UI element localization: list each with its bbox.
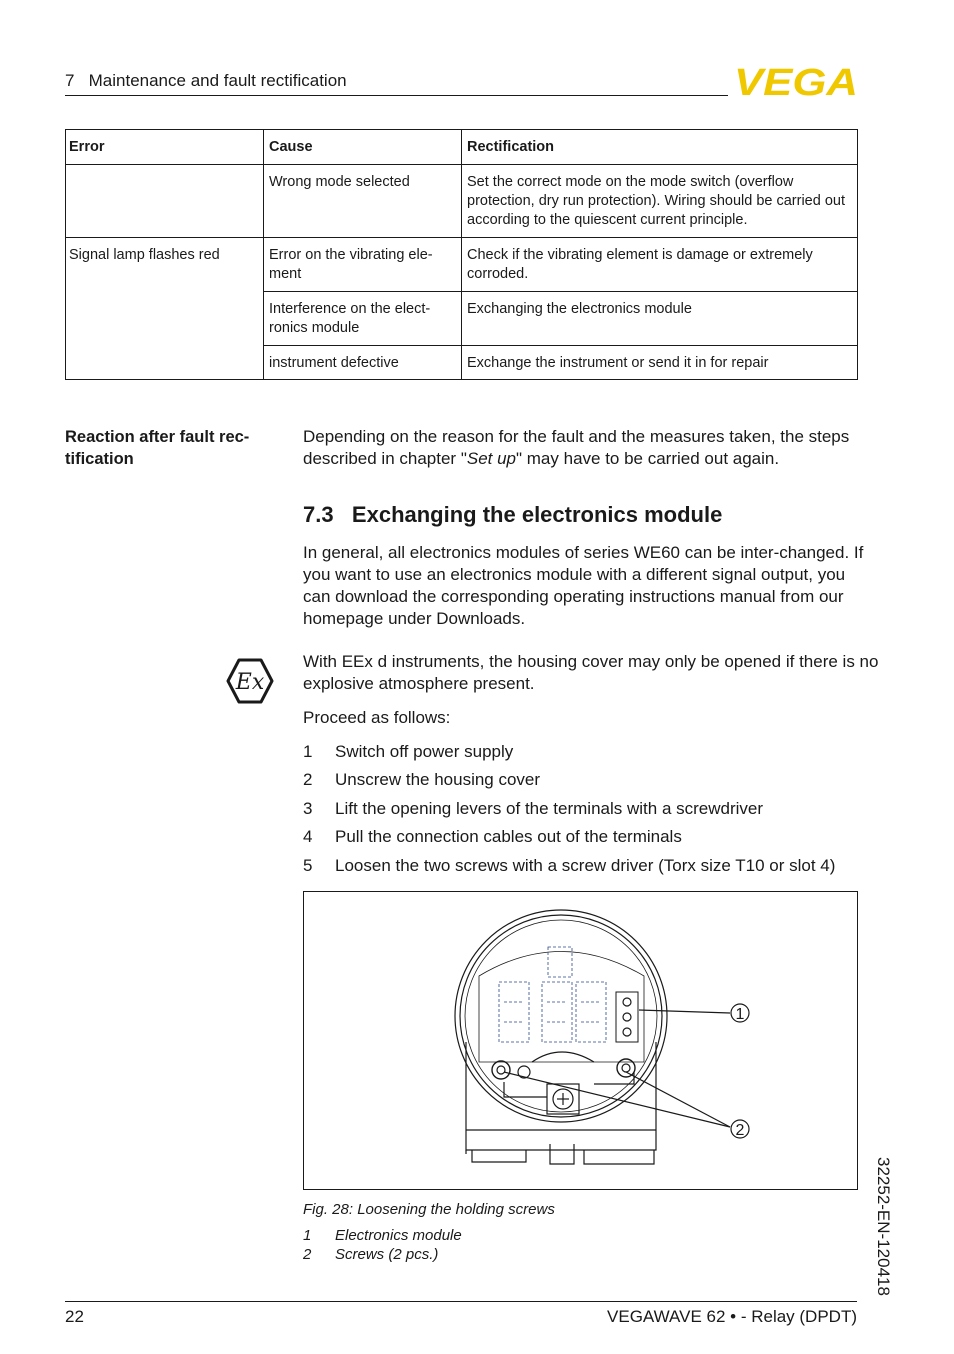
figure-caption: Fig. 28: Loosening the holding screws	[303, 1201, 555, 1218]
step-number: 4	[303, 827, 313, 847]
list-item	[303, 799, 873, 827]
vega-logo-text: VEGA	[734, 64, 858, 98]
list-item	[303, 856, 873, 884]
error-cell	[66, 165, 264, 238]
section-heading: 7.3 Exchanging the electronics module	[303, 502, 723, 527]
cause-cell: Error on the vibrating ele-ment	[264, 238, 462, 292]
step-number: 2	[303, 770, 313, 790]
list-item	[303, 770, 873, 798]
housing-drawing	[304, 892, 857, 1189]
reaction-text-part: Depending on the reason for the fault and the measures taken, the steps described in chapter "	[303, 427, 850, 468]
vega-logo	[734, 64, 858, 98]
set-up-chapter-ref: Set up	[466, 449, 517, 468]
ex-warning-text: With EEx d instruments, the housing cover may only be opened if there is no explosive atmosphere present.	[303, 652, 879, 693]
cause-cell: Interference on the elect-ronics module	[264, 292, 462, 346]
rectification-cell: Set the correct mode on the mode switch (overflow protection, dry run protection). Wiring should be carried out according to the quiescent current principle.	[462, 165, 858, 238]
rectification-cell: Check if the vibrating element is damage or extremely corroded.	[462, 238, 858, 292]
step-text: Pull the connection cables out of the terminals	[335, 827, 682, 847]
rectification-cell: Exchanging the electronics module	[462, 292, 858, 346]
cause-cell: Wrong mode selected	[264, 165, 462, 238]
footer-rule	[65, 1301, 857, 1302]
proceed-text: Proceed as follows:	[303, 708, 451, 727]
error-cell: Signal lamp flashes red	[66, 238, 264, 380]
reaction-text	[303, 426, 873, 470]
header-cause: Cause	[264, 130, 462, 165]
legend-number: 1	[303, 1227, 312, 1244]
callout-1: 1	[735, 1006, 745, 1023]
callout-2: 2	[735, 1122, 745, 1139]
steps-list	[303, 742, 873, 884]
table-header-row	[66, 130, 858, 165]
header-error: Error	[66, 130, 264, 165]
step-text: Switch off power supply	[335, 742, 514, 761]
step-text: Loosen the two screws with a screw driver (Torx size T10 or slot 4)	[335, 855, 836, 875]
list-item	[303, 742, 873, 770]
figure-box	[303, 891, 858, 1190]
reaction-text-part: " may have to be carried out again.	[516, 449, 780, 468]
legend-number: 2	[303, 1246, 312, 1263]
fault-table	[65, 129, 858, 380]
document-code: 32252-EN-120418	[874, 1157, 893, 1296]
legend-text: Electronics module	[335, 1227, 462, 1244]
header-rectification: Rectification	[462, 130, 858, 165]
table-row	[66, 165, 858, 238]
legend-text: Screws (2 pcs.)	[335, 1246, 439, 1263]
header-rule	[65, 95, 728, 96]
step-number: 1	[303, 742, 313, 761]
svg-text:Ex: Ex	[235, 670, 265, 695]
chapter-header: 7 Maintenance and fault rectification	[65, 71, 347, 90]
page-number: 22	[65, 1307, 84, 1326]
ex-explosion-protection-icon	[226, 658, 274, 704]
list-item	[303, 827, 873, 855]
step-number: 3	[303, 798, 313, 818]
step-text: Lift the opening levers of the terminals with a screwdriver	[335, 798, 764, 818]
cause-cell: instrument defective	[264, 346, 462, 380]
table-row	[66, 238, 858, 292]
section-intro: In general, all electronics modules of series WE60 can be inter-changed. If you want to use an electronics module with a different signal output, you can download the corresponding operating instructions manual from our homepage under Downloads.	[303, 543, 864, 628]
footer-product: VEGAWAVE 62 • - Relay (DPDT)	[607, 1307, 857, 1326]
rectification-cell: Exchange the instrument or send it in for repair	[462, 346, 858, 380]
step-text: Unscrew the housing cover	[335, 770, 541, 790]
reaction-label: Reaction after fault rec-tification	[65, 428, 250, 468]
step-number: 5	[303, 855, 313, 875]
